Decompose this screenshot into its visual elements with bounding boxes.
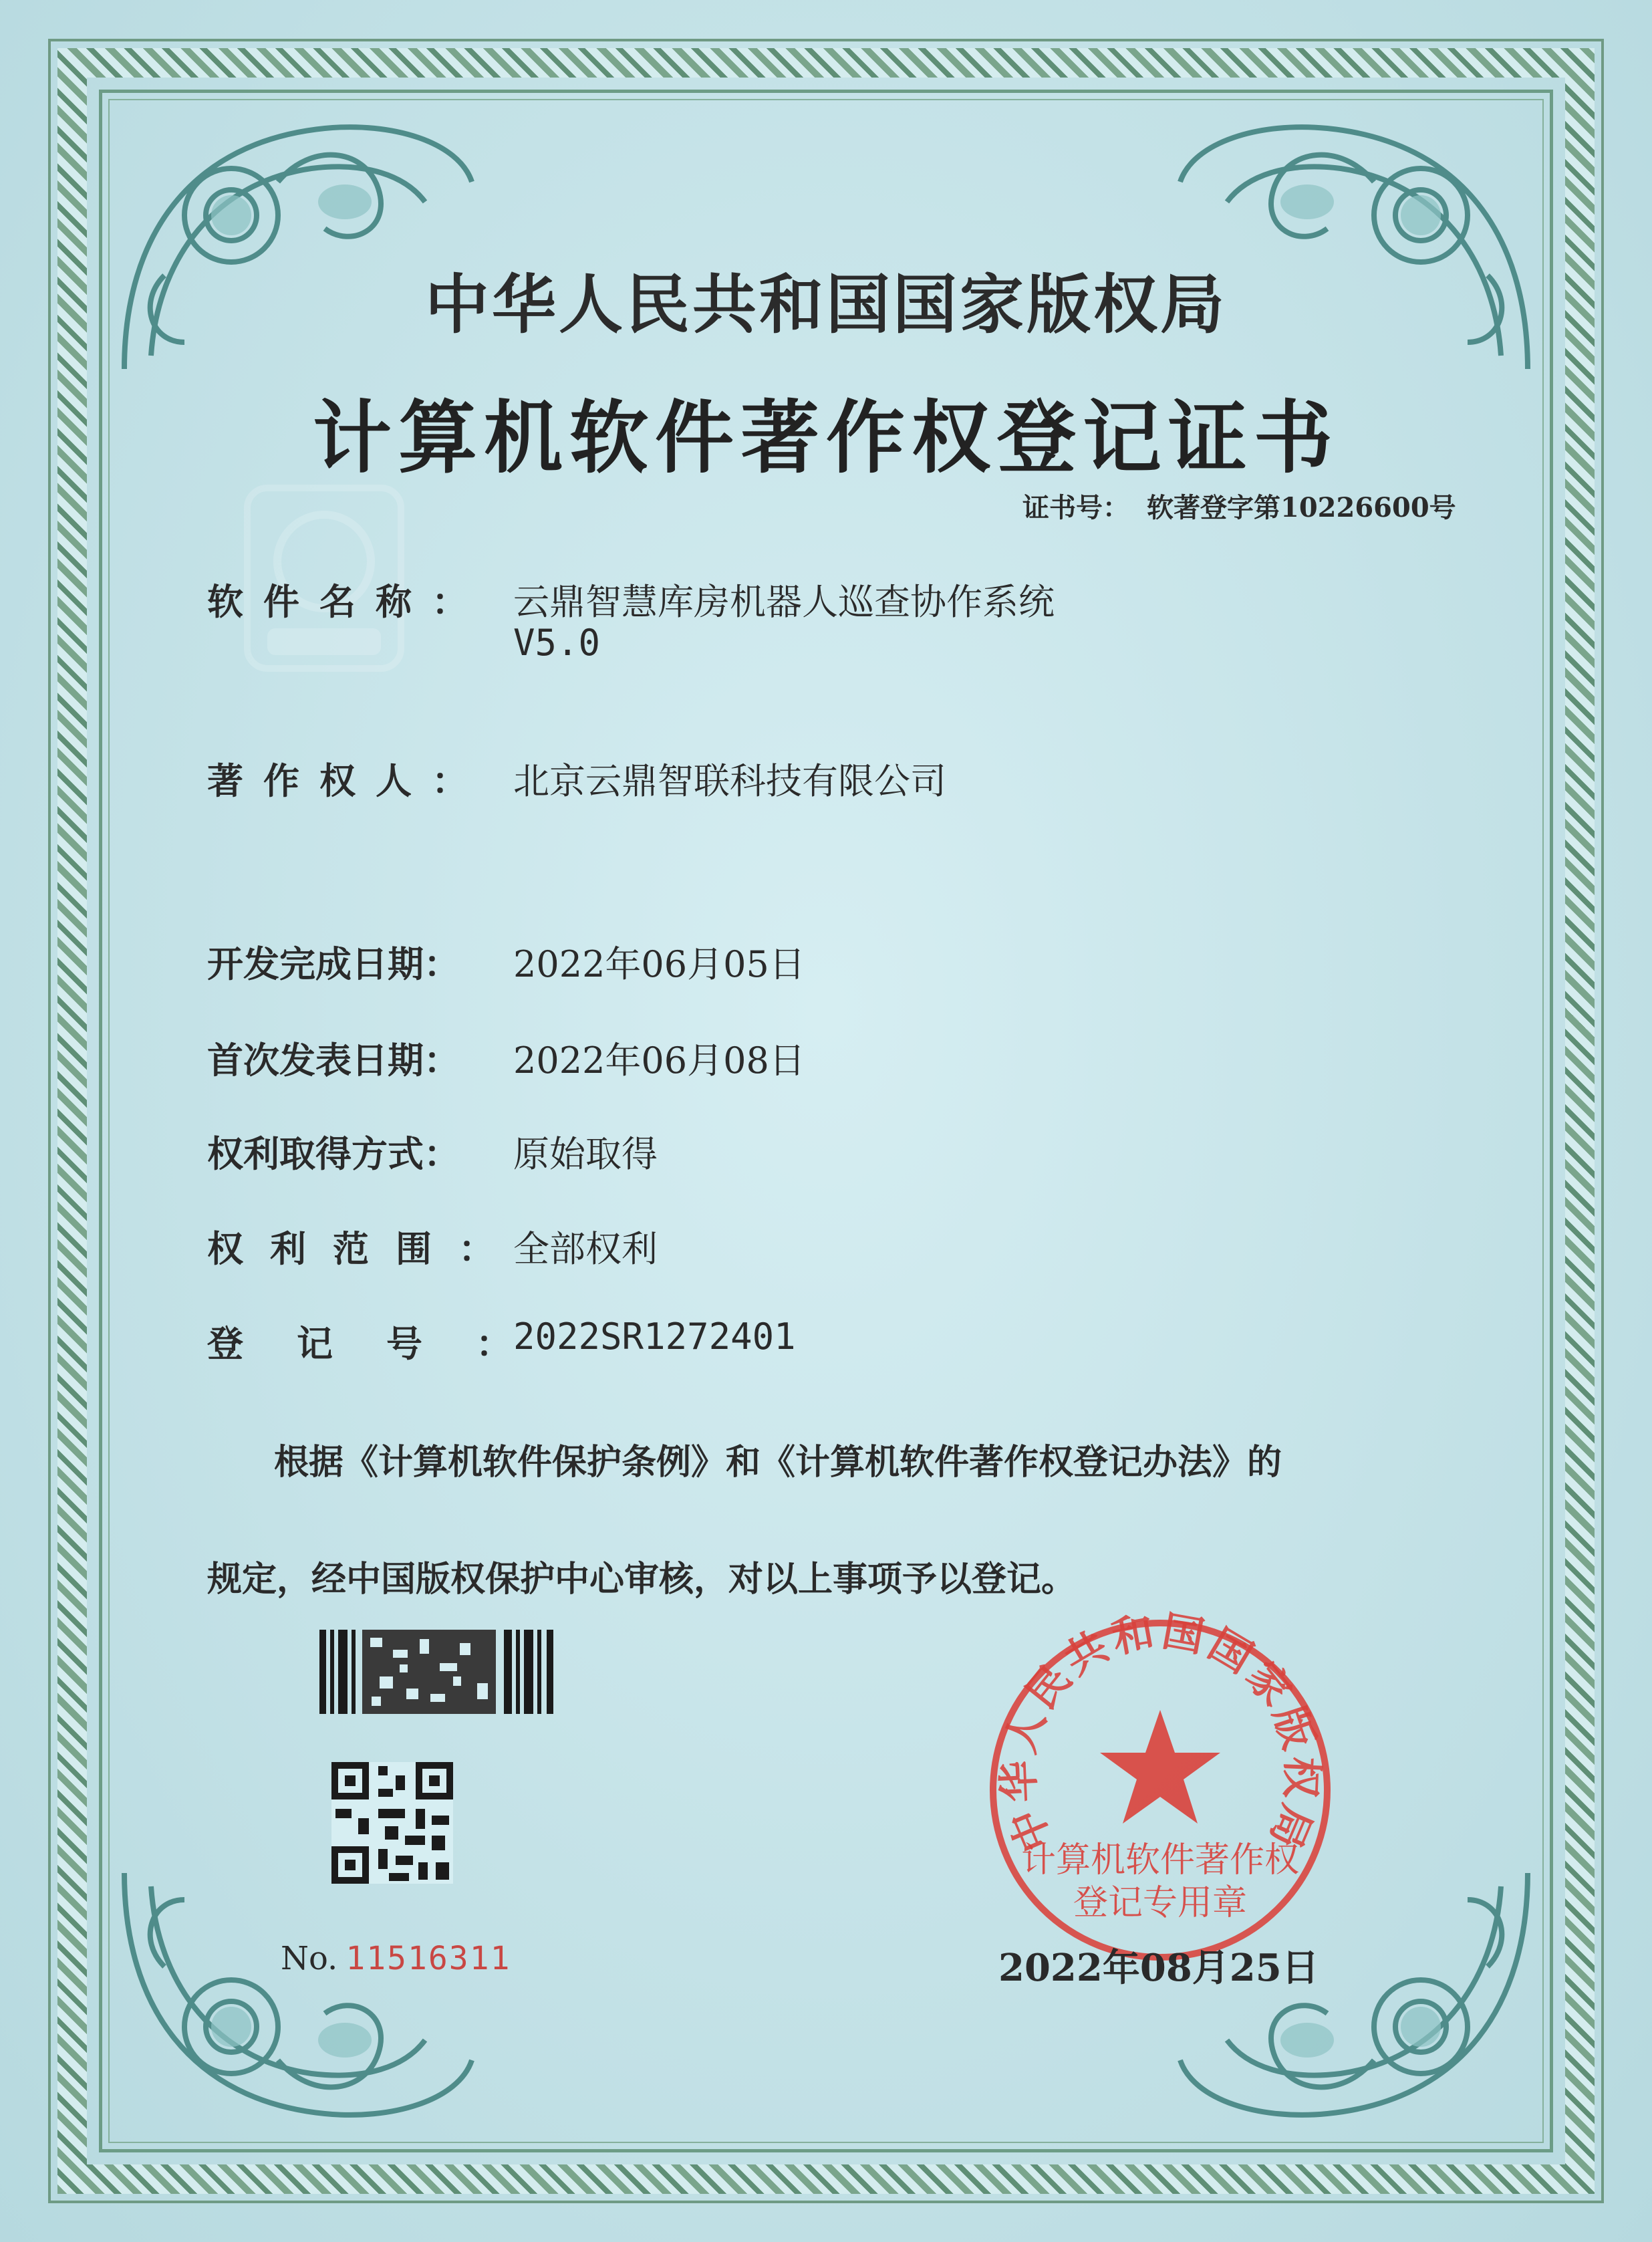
seal-inner-line-1: 计算机软件著作权 (1020, 1840, 1300, 1880)
serial-number (281, 1940, 511, 1977)
field-value-first-publication-date: 2022年06月08日 (513, 1039, 805, 1082)
certificate-title: 计算机软件著作权登记证书 (312, 391, 1339, 484)
field-label-registration-number: 登记号： (207, 1322, 565, 1365)
issue-date: 2022年08月25日 (998, 1946, 1319, 1990)
statement-line-2: 规定，经中国版权保护中心审核，对以上事项予以登记。 (207, 1559, 1077, 1600)
certificate-number-value: 软著登字第10226600号 (1147, 492, 1456, 523)
statement-line-1: 根据《计算机软件保护条例》和《计算机软件著作权登记办法》的 (274, 1442, 1282, 1483)
field-value-development-date: 2022年06月05日 (513, 943, 805, 985)
corner-ornament-bottom-left (111, 1860, 485, 2140)
field-value-software-version: V5.0 (513, 622, 601, 664)
certificate-number-label: 证书号： (1022, 492, 1129, 523)
field-value-rights-scope: 全部权利 (513, 1228, 658, 1270)
serial-value: 11516311 (346, 1940, 511, 1977)
field-label-first-publication-date: 首次发表日期： (207, 1039, 460, 1082)
seal-star-icon (1100, 1710, 1220, 1824)
qr-code-icon (331, 1762, 453, 1884)
field-label-rights-scope: 权利范围： (207, 1227, 521, 1270)
field-label-development-date: 开发完成日期： (207, 943, 460, 985)
issuer-title: 中华人民共和国国家版权局 (425, 267, 1227, 342)
registration-statement (207, 1404, 1477, 1638)
serial-prefix: No. (281, 1940, 338, 1977)
seal-ring-text: 中华人民共和国国家版权局 (993, 1610, 1327, 1860)
field-value-software-name: 云鼎智慧库房机器人巡查协作系统 (513, 581, 1055, 623)
field-label-software-name: 软件名称： (207, 580, 488, 623)
seal-inner-line-2: 登记专用章 (1073, 1883, 1248, 1923)
field-value-registration-number: 2022SR1272401 (513, 1316, 796, 1358)
field-label-copyright-owner: 著作权人： (207, 759, 488, 802)
field-value-copyright-owner: 北京云鼎智联科技有限公司 (513, 760, 946, 802)
barcode-icon (319, 1630, 560, 1714)
official-seal (980, 1610, 1341, 1971)
certificate-number (1022, 487, 1474, 525)
field-value-acquisition-method: 原始取得 (513, 1133, 658, 1175)
field-label-acquisition-method: 权利取得方式： (207, 1132, 460, 1175)
